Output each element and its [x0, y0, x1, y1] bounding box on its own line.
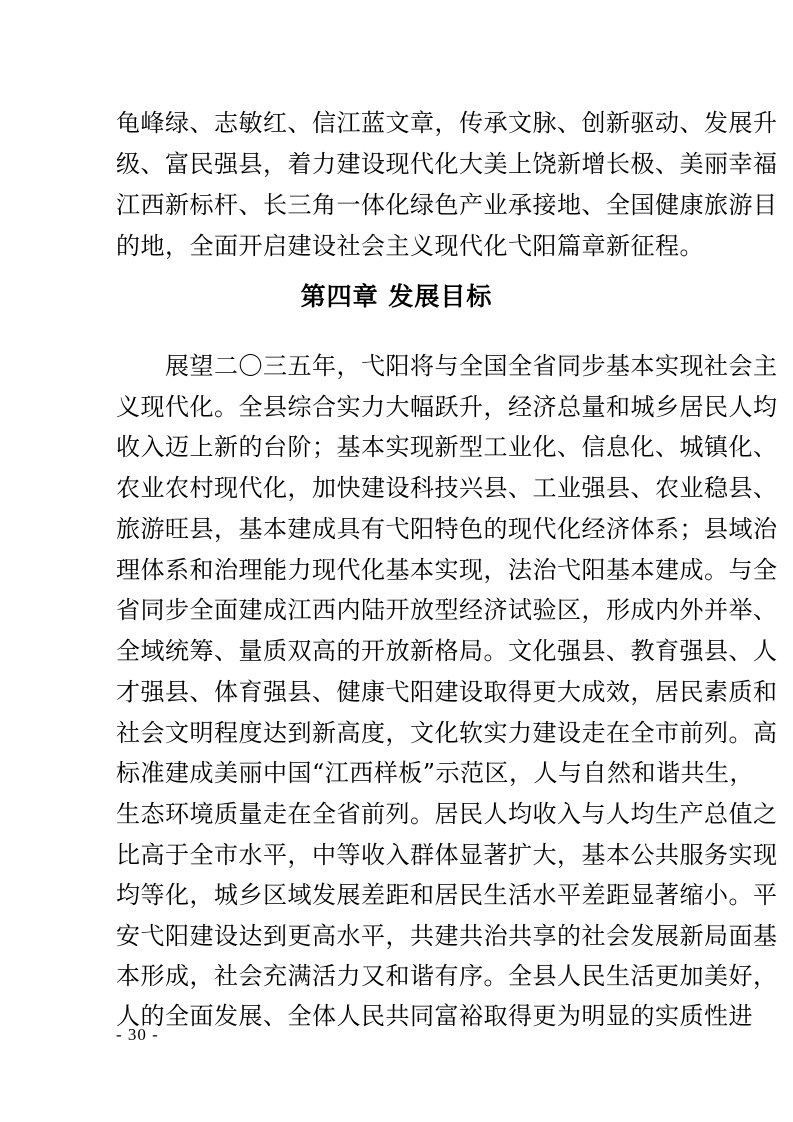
text-line: 人的全面发展、全体人民共同富裕取得更为明显的实质性进 [116, 1002, 753, 1030]
text-line: 均等化，城乡区域发展差距和居民生活水平差距显著缩小。平 [116, 881, 778, 909]
text-line: 社会文明程度达到新高度，文化软实力建设走在全市前列。高 [116, 719, 778, 747]
text-line: 比高于全市水平，中等收入群体显著扩大，基本公共服务实现 [116, 841, 778, 869]
text-line: 展望二〇三五年，弋阳将与全国全省同步基本实现社会主 [116, 352, 778, 380]
text-line: 理体系和治理能力现代化基本实现，法治弋阳基本建成。与全 [116, 556, 778, 584]
text-line: 才强县、体育强县、健康弋阳建设取得更大成效，居民素质和 [116, 678, 778, 706]
text-line: 收入迈上新的台阶；基本实现新型工业化、信息化、城镇化、 [116, 433, 778, 461]
text-line: 本形成，社会充满活力又和谐有序。全县人民生活更加美好， [116, 962, 778, 990]
text-line: 江西新标杆、长三角一体化绿色产业承接地、全国健康旅游目 [116, 191, 778, 219]
text-line: 的地，全面开启建设社会主义现代化弋阳篇章新征程。 [116, 232, 704, 260]
text-line: 生态环境质量走在全省前列。居民人均收入与人均生产总值之 [116, 800, 778, 828]
text-line: 义现代化。全县综合实力大幅跃升，经济总量和城乡居民人均 [116, 393, 778, 421]
text-line: 旅游旺县，基本建成具有弋阳特色的现代化经济体系；县域治 [116, 515, 778, 543]
text-line: 标准建成美丽中国“江西样板”示范区，人与自然和谐共生， [116, 759, 755, 787]
page-number: - 30 - [116, 1025, 159, 1044]
text-line: 全域统筹、量质双高的开放新格局。文化强县、教育强县、人 [116, 637, 778, 665]
chapter-heading: 第四章 发展目标 [300, 282, 493, 311]
text-line: 龟峰绿、志敏红、信江蓝文章，传承文脉、创新驱动、发展升 [116, 109, 778, 137]
text-line: 安弋阳建设达到更高水平，共建共治共享的社会发展新局面基 [116, 922, 778, 950]
text-line: 级、富民强县，着力建设现代化大美上饶新增长极、美丽幸福 [116, 150, 778, 178]
text-line: 省同步全面建成江西内陆开放型经济试验区，形成内外并举、 [116, 596, 778, 624]
text-line: 农业农村现代化，加快建设科技兴县、工业强县、农业稳县、 [116, 474, 778, 502]
